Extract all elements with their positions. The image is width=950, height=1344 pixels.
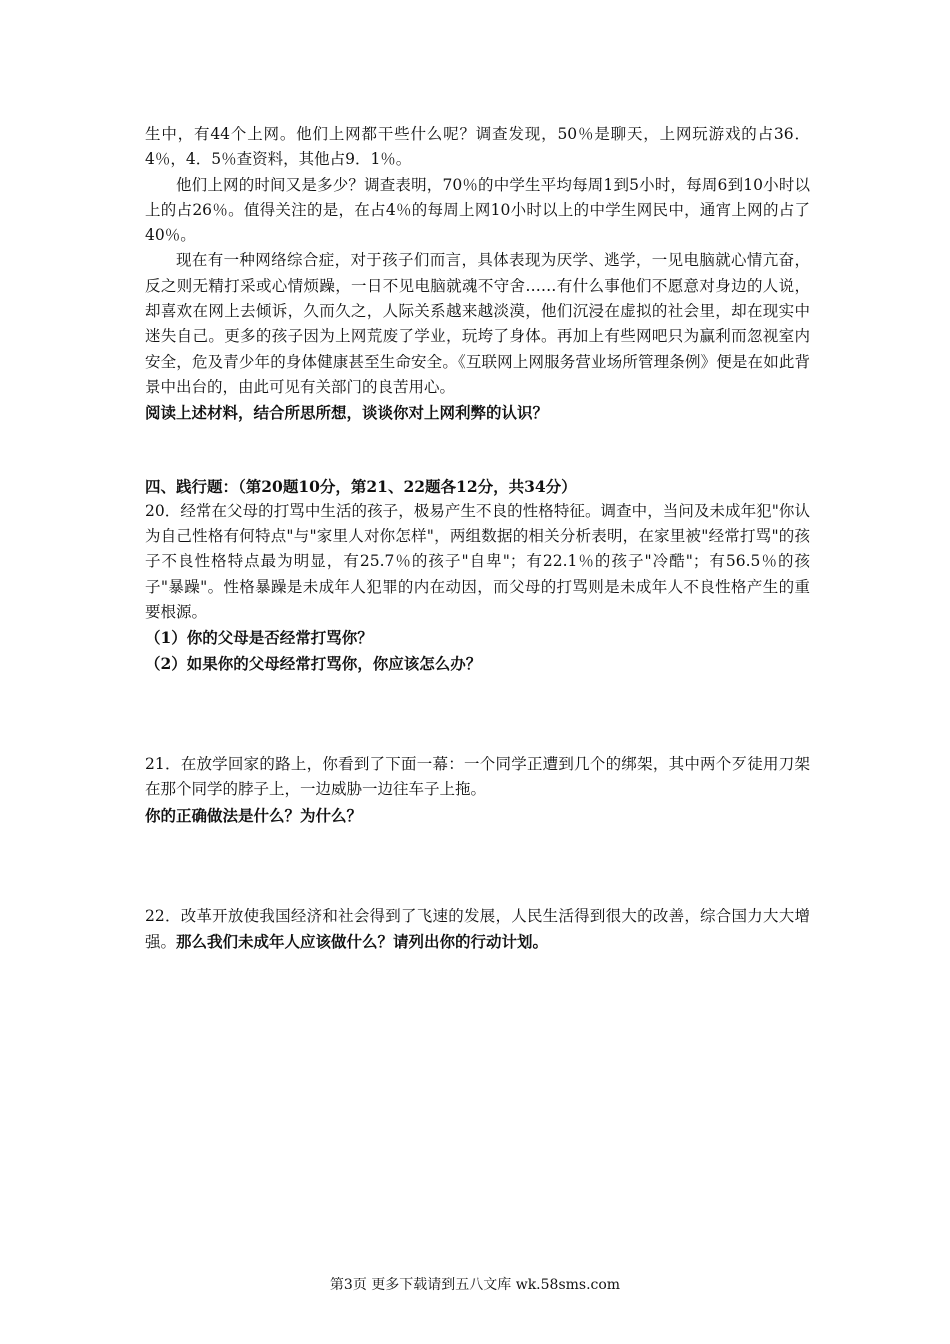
question-20-sub-2: （2）如果你的父母经常打骂你，你应该怎么办？ bbox=[145, 653, 482, 673]
question-21-prompt: 你的正确做法是什么？为什么？ bbox=[145, 805, 363, 825]
section-heading: 四、践行题：（第20题10分，第21、22题各12分，共34分） bbox=[145, 476, 577, 496]
passage-paragraph-3: 现在有一种网络综合症，对于孩子们而言，具体表现为厌学、逃学，一见电脑就心情亢奋，反之则无精打采或心情烦躁，一日不见电脑就魂不守舍……有什么事他们不愿意对身边的人说，却喜欢在网上去倾诉，久而久之，人际关系越来越淡漠，他们沉浸在虚拟的社会里，却在现实中迷失自己。更多的孩子因为上网荒废了学业，玩垮了身体。再加上有些网吧只为赢利而忽视室内安全，危及青少年的身体健康甚至生命安全。《互联网上网服务营业场所管理条例》便是在如此背景中出台的，由此可见有关部门的良苦用心。 bbox=[145, 251, 810, 396]
passage-paragraph-2: 他们上网的时间又是多少？调查表明，70％的中学生平均每周1到5小时，每周6到10小时以上的占26％。值得关注的是，在占4％的每周上网10小时以上的中学生网民中，通宵上网的占了40％。 bbox=[145, 175, 810, 245]
question-22-text: 22．改革开放使我国经济和社会得到了飞速的发展，人民生活得到很大的改善，综合国力大大增强。 bbox=[145, 906, 810, 952]
passage-question: 阅读上述材料，结合所思所想，谈谈你对上网利弊的认识？ bbox=[145, 403, 549, 423]
page-content bbox=[145, 122, 810, 955]
question-22-prompt: 那么我们未成年人应该做什么？请列出你的行动计划。 bbox=[176, 932, 549, 952]
page-footer: 第3页 更多下载请到五八文库 wk.58sms.com bbox=[329, 1277, 621, 1293]
question-22 bbox=[145, 904, 810, 956]
question-21-text: 21．在放学回家的路上，你看到了下面一幕：一个同学正遭到几个的绑架，其中两个歹徒用刀架在那个同学的脖子上，一边威胁一边往车子上拖。 bbox=[145, 754, 810, 799]
question-20-sub-1: （1）你的父母是否经常打骂你？ bbox=[145, 628, 373, 648]
passage-paragraph-1: 生中，有44个上网。他们上网都干些什么呢？调查发现，50％是聊天，上网玩游戏的占36．4％，4．5％查资料，其他占9．1％。 bbox=[145, 125, 810, 169]
question-20-text: 20．经常在父母的打骂中生活的孩子，极易产生不良的性格特征。调查中，当问及未成年犯"你认为自己性格有何特点"与"家里人对你怎样"，两组数据的相关分析表明，在家里被"经常打骂"的孩子不良性格特点最为明显，有25.7％的孩子"自卑"；有22.1％的孩子"冷酷"；有56.5％的孩子"暴躁"。性格暴躁是未成年人犯罪的内在动因，而父母的打骂则是未成年人不良性格产生的重要根源。 bbox=[145, 501, 810, 622]
